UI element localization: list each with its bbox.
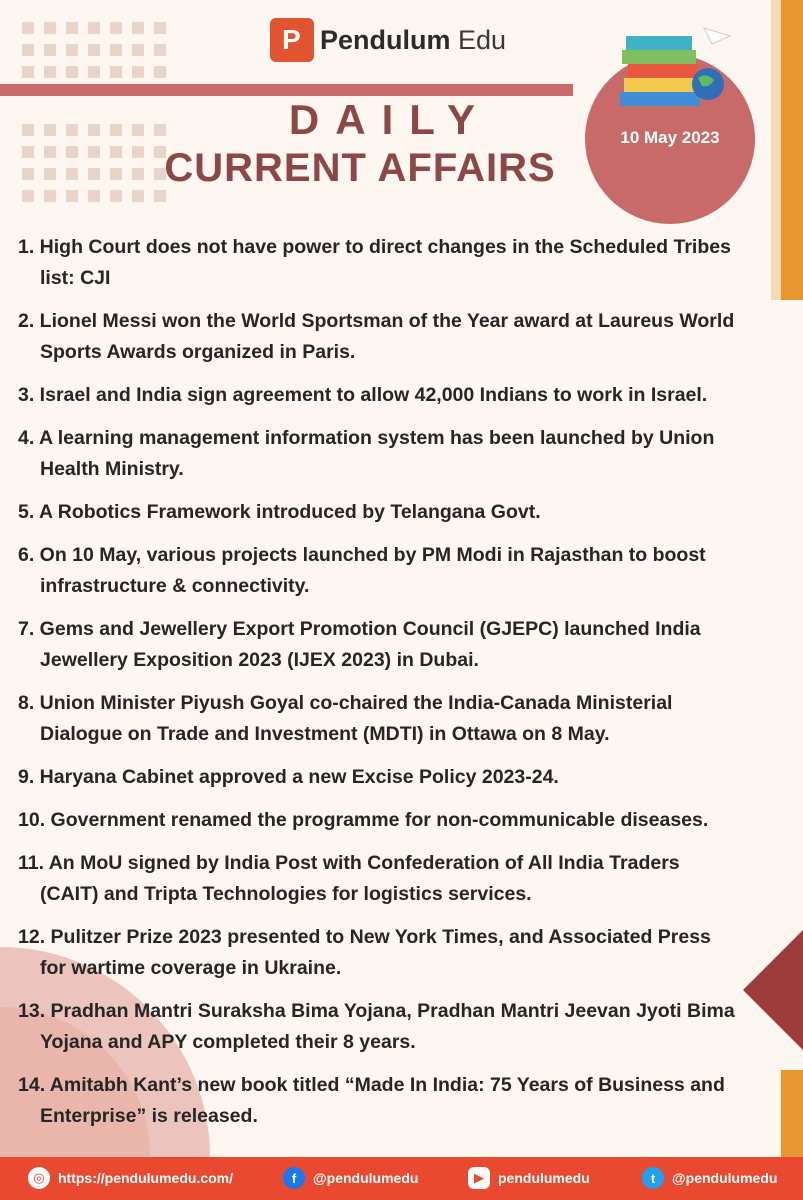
news-item-1: 1. High Court does not have power to direct changes in the Scheduled Tribes list: CJI bbox=[18, 236, 731, 289]
news-item-13: 13. Pradhan Mantri Suraksha Bima Yojana, Pradhan Mantri Jeevan Jyoti Bima Yojana and APY completed their 8 years. bbox=[18, 1000, 735, 1053]
brand-logo bbox=[270, 18, 506, 62]
header-bar bbox=[0, 84, 573, 96]
website-link[interactable]: https://pendulumedu.com/ bbox=[58, 1170, 233, 1186]
news-item-2: 2. Lionel Messi won the World Sportsman of the Year award at Laureus World Sports Awards organized in Paris. bbox=[18, 310, 735, 363]
triangle-decoration-right bbox=[743, 930, 803, 1050]
news-item-10: 10. Government renamed the programme for non-communicable diseases. bbox=[18, 809, 709, 831]
title-daily: DAILY bbox=[288, 96, 492, 143]
twitter-handle[interactable]: @pendulumedu bbox=[672, 1170, 778, 1186]
title-current-affairs: CURRENT AFFAIRS bbox=[164, 146, 556, 190]
news-item-9: 9. Haryana Cabinet approved a new Excise Policy 2023-24. bbox=[18, 766, 559, 788]
news-item-14: 14. Amitabh Kant’s new book titled “Made In India: 75 Years of Business and Enterprise” is released. bbox=[18, 1074, 725, 1127]
footer-twitter[interactable] bbox=[642, 1167, 777, 1189]
footer-bar bbox=[0, 1157, 803, 1200]
news-item-8: 8. Union Minister Piyush Goyal co-chaired the India-Canada Ministerial Dialogue on Trade and Investment (MDTI) in Ottawa on 8 May. bbox=[18, 692, 673, 745]
news-item-5: 5. A Robotics Framework introduced by Telangana Govt. bbox=[18, 501, 541, 523]
facebook-icon: f bbox=[283, 1167, 305, 1189]
dot-grid-top bbox=[22, 22, 166, 78]
brand-name-main: Pendulum bbox=[320, 24, 451, 55]
brand-name-suffix: Edu bbox=[458, 24, 507, 55]
edge-stripe-top bbox=[781, 0, 803, 300]
footer-facebook[interactable] bbox=[283, 1167, 418, 1189]
brand-name bbox=[320, 25, 506, 56]
books-globe-icon bbox=[612, 22, 732, 117]
date-label: 10 May 2023 bbox=[620, 128, 720, 147]
facebook-handle[interactable]: @pendulumedu bbox=[313, 1170, 419, 1186]
edge-stripe-accent bbox=[771, 0, 781, 300]
news-item-4: 4. A learning management information system has been launched by Union Health Ministry. bbox=[18, 427, 715, 480]
footer-website[interactable] bbox=[28, 1167, 233, 1189]
footer-youtube[interactable] bbox=[468, 1167, 590, 1189]
news-item-11: 11. An MoU signed by India Post with Confederation of All India Traders (CAIT) and Tripta Technologies for logistics services. bbox=[18, 852, 680, 905]
pendulum-logo-icon bbox=[270, 18, 314, 62]
youtube-handle[interactable]: pendulumedu bbox=[498, 1170, 590, 1186]
news-item-6: 6. On 10 May, various projects launched by PM Modi in Rajasthan to boost infrastructure & connectivity. bbox=[18, 544, 706, 597]
news-item-12: 12. Pulitzer Prize 2023 presented to New York Times, and Associated Press for wartime coverage in Ukraine. bbox=[18, 926, 711, 979]
news-list bbox=[18, 232, 738, 1144]
twitter-icon: t bbox=[642, 1167, 664, 1189]
youtube-icon: ▶ bbox=[468, 1167, 490, 1189]
edge-stripe-bottom bbox=[781, 1070, 803, 1157]
globe-icon: ◎ bbox=[28, 1167, 50, 1189]
news-item-3: 3. Israel and India sign agreement to allow 42,000 Indians to work in Israel. bbox=[18, 384, 708, 406]
news-item-7: 7. Gems and Jewellery Export Promotion Council (GJEPC) launched India Jewellery Exposition 2023 (IJEX 2023) in Dubai. bbox=[18, 618, 701, 671]
